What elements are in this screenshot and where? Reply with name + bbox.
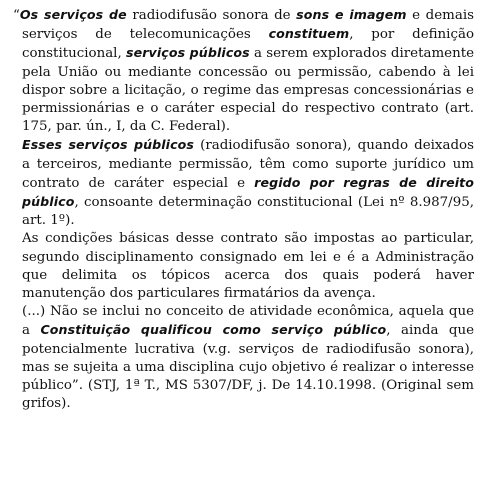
body-text: , ainda que potencialmente lucrativa (v.g. serviços de radiodifusão sonora), mas se sujeita a uma disciplina cujo objetivo é realizar o interesse público”. (STJ, 1ª T., MS 5307/DF, j. De 14.10.1998. (Original sem grifos). xyxy=(22,323,474,412)
body-text: (...) Não se inclui no conceito de atividade econômica, aquela que a xyxy=(22,304,474,339)
emphasis-text: Constituição qualificou como serviço público xyxy=(40,322,387,338)
emphasis-text: Esses serviços públicos xyxy=(22,137,194,153)
emphasis-text: regido por regras de direito público xyxy=(22,174,474,210)
paragraph-2 xyxy=(8,136,474,230)
emphasis-text: serviços públicos xyxy=(126,45,250,61)
emphasis-text: constituem xyxy=(268,26,350,42)
paragraph-4 xyxy=(8,303,474,413)
paragraph-3 xyxy=(8,230,474,303)
opening-quote-mark: “ xyxy=(13,8,20,23)
emphasis-text: sons e imagem xyxy=(296,7,407,22)
body-text: (radiodifusão sonora), quando deixados a terceiros, mediante permissão, têm como suporte jurídico um contrato de caráter especial e xyxy=(22,138,474,191)
body-text: a serem explorados diretamente pela União ou mediante concessão ou permissão, cabendo à lei dispor sobre a licitação, o regime das empresas concessionárias e permissionárias e o caráter especial do respectivo contrato (art. 175, par. ún., I, da C. Federal). xyxy=(22,46,474,135)
body-text: radiodifusão sonora de xyxy=(126,8,297,23)
body-text: , por definição constitucional, xyxy=(22,27,475,62)
emphasis-text: Os serviços de xyxy=(19,7,127,22)
body-text: As condições básicas desse contrato são impostas ao particular, segundo disciplinamento consignado em lei e é a Administração que delimita os tópicos acerca dos quais poderá haver manutenção dos particulares firmatários da avença. xyxy=(22,231,474,302)
quoted-legal-text xyxy=(8,6,474,413)
body-text: e demais serviços de telecomunicações xyxy=(22,8,474,43)
paragraph-1 xyxy=(8,6,474,136)
body-text: , consoante determinação constitucional (Lei nº 8.987/95, art. 1º). xyxy=(22,195,474,229)
